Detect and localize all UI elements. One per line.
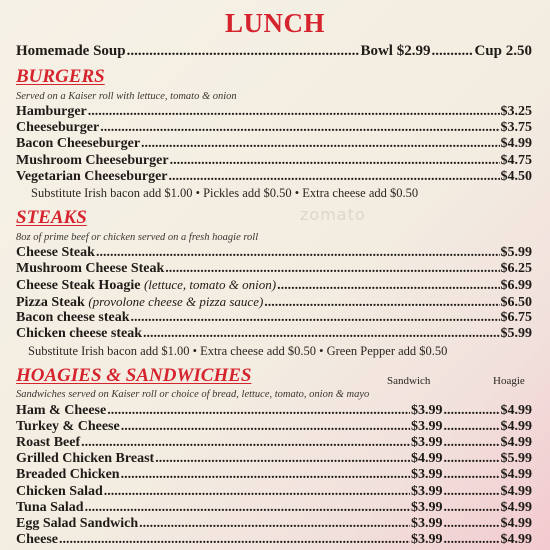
page-title: LUNCH	[224, 8, 325, 38]
leader-dots	[169, 169, 500, 185]
item-name-text: Bacon cheese steak	[16, 309, 130, 325]
burgers-substitute-note: Substitute Irish bacon add $1.00 • Pickles add $0.50 • Extra cheese add $0.50	[31, 186, 419, 200]
item-sandwich-price: $3.99	[411, 467, 443, 483]
item-hoagie-price: $4.99	[500, 483, 532, 499]
item-name: Cheeseburger	[16, 120, 100, 136]
item-name	[16, 310, 130, 326]
steaks-substitute-note: Substitute Irish bacon add $1.00 • Extra cheese add $0.50 • Green Pepper add $0.50	[28, 344, 448, 358]
leader-dots	[81, 435, 410, 451]
item-price: $6.99	[500, 278, 532, 294]
menu-item-row	[16, 419, 532, 435]
menu-item-row	[16, 294, 532, 311]
leader-dots	[165, 261, 499, 277]
item-price: $4.50	[500, 168, 532, 184]
leader-dots	[88, 104, 500, 120]
leader-dots	[104, 484, 410, 500]
soup-bowl-price: Bowl $2.99	[360, 43, 431, 59]
item-price: $5.99	[500, 326, 532, 341]
leader-dots	[277, 278, 499, 294]
leader-dots	[431, 43, 473, 60]
section-heading-hoagies: HOAGIES & SANDWICHES	[16, 365, 252, 386]
leader-dots	[141, 136, 499, 152]
item-note: (provolone cheese & pizza sauce)	[88, 293, 264, 309]
item-sandwich-price: $3.99	[411, 483, 443, 499]
leader-dots	[155, 451, 410, 467]
item-sandwich-price: $4.99	[411, 451, 443, 467]
leader-dots	[444, 484, 500, 500]
item-name-text: Mushroom Cheese Steak	[16, 261, 165, 277]
item-hoagie-price: $4.99	[500, 435, 532, 451]
item-name: Roast Beef	[16, 435, 81, 451]
item-price: $3.75	[500, 120, 532, 136]
leader-dots	[85, 500, 410, 516]
leader-dots	[444, 419, 500, 435]
item-name: Ham & Cheese	[16, 403, 107, 418]
item-name-text: Cheese Steak Hoagie	[16, 278, 141, 294]
menu-item-row	[16, 532, 532, 548]
menu-item-row	[16, 245, 532, 261]
item-name-text: Cheese Steak	[16, 245, 95, 260]
menu-item-row	[16, 467, 532, 483]
leader-dots	[139, 516, 410, 532]
item-name	[16, 277, 276, 294]
hoagies-description: Sandwiches served on Kaiser roll or choice of bread, lettuce, tomato, onion & mayo	[16, 389, 370, 400]
item-hoagie-price: $5.99	[500, 451, 532, 467]
item-name: Chicken Salad	[16, 483, 103, 499]
section-heading-steaks: STEAKS	[16, 207, 87, 228]
menu-item-row	[16, 104, 532, 120]
item-name	[16, 261, 164, 277]
item-name	[16, 245, 95, 261]
item-sandwich-price: $3.99	[411, 531, 443, 547]
item-sandwich-price: $3.99	[411, 499, 443, 515]
leader-dots	[444, 500, 500, 516]
section-heading-burgers: BURGERS	[16, 66, 105, 87]
item-hoagie-price: $4.99	[500, 531, 532, 547]
watermark: zomato	[300, 205, 366, 224]
leader-dots	[107, 403, 410, 419]
item-note: (lettuce, tomato & onion)	[143, 277, 277, 293]
item-name: Tuna Salad	[16, 499, 84, 515]
menu-item-row	[16, 516, 532, 532]
menu-item-row	[16, 310, 532, 326]
item-name: Turkey & Cheese	[16, 419, 120, 435]
menu-item-row	[16, 120, 532, 136]
item-name	[16, 294, 263, 311]
leader-dots	[121, 467, 410, 483]
item-name-text: Chicken cheese steak	[16, 326, 142, 341]
item-hoagie-price: $4.99	[500, 467, 532, 483]
leader-dots	[444, 451, 500, 467]
item-price: $6.50	[500, 294, 532, 310]
menu-item-row	[16, 500, 532, 516]
steaks-description: 8oz of prime beef or chicken served on a fresh hoagie roll	[16, 232, 259, 243]
leader-dots	[444, 467, 500, 483]
menu-item-row	[16, 435, 532, 451]
leader-dots	[143, 326, 500, 342]
menu-item-row	[16, 261, 532, 277]
menu-item-row	[16, 169, 532, 185]
item-price: $4.75	[500, 152, 532, 168]
item-name: Breaded Chicken	[16, 467, 120, 483]
leader-dots	[121, 419, 410, 435]
leader-dots	[264, 295, 499, 311]
item-name: Grilled Chicken Breast	[16, 451, 155, 467]
leader-dots	[131, 310, 500, 326]
item-name: Mushroom Cheeseburger	[16, 152, 169, 168]
item-hoagie-price: $4.99	[500, 419, 532, 435]
menu-item-row	[16, 153, 532, 169]
item-name: Cheese	[16, 531, 58, 547]
item-sandwich-price: $3.99	[411, 435, 443, 451]
item-price: $4.99	[500, 136, 532, 152]
leader-dots	[59, 532, 410, 548]
leader-dots	[127, 43, 360, 60]
leader-dots	[170, 153, 500, 169]
item-sandwich-price: $3.99	[411, 403, 443, 418]
burgers-description: Served on a Kaiser roll with lettuce, tomato & onion	[16, 91, 237, 102]
soup-name: Homemade Soup	[16, 43, 126, 59]
item-price: $6.75	[500, 309, 532, 325]
item-hoagie-price: $4.99	[500, 403, 532, 418]
item-price: $3.25	[500, 104, 532, 119]
item-price: $6.25	[500, 261, 532, 277]
menu-item-row	[16, 451, 532, 467]
leader-dots	[444, 532, 500, 548]
item-name: Bacon Cheeseburger	[16, 136, 141, 152]
menu-item-row	[16, 326, 532, 342]
leader-dots	[96, 245, 500, 261]
item-sandwich-price: $3.99	[411, 419, 443, 435]
column-header-sandwich: Sandwich	[387, 375, 431, 387]
menu-item-row	[16, 136, 532, 152]
item-hoagie-price: $4.99	[500, 499, 532, 515]
item-hoagie-price: $4.99	[500, 515, 532, 531]
column-header-hoagie: Hoagie	[493, 375, 525, 387]
item-price: $5.99	[500, 245, 532, 260]
leader-dots	[444, 516, 500, 532]
item-name: Hamburger	[16, 104, 87, 119]
item-name	[16, 326, 142, 342]
item-name-text: Pizza Steak	[16, 294, 85, 310]
menu-item-row	[16, 484, 532, 500]
item-name: Vegetarian Cheeseburger	[16, 168, 168, 184]
item-sandwich-price: $3.99	[411, 515, 443, 531]
leader-dots	[444, 435, 500, 451]
menu-item-row	[16, 403, 532, 419]
menu-item-row	[16, 277, 532, 294]
leader-dots	[444, 403, 500, 419]
soup-cup-price: Cup 2.50	[474, 43, 532, 59]
leader-dots	[100, 120, 499, 136]
soup-row	[16, 43, 532, 60]
item-name: Egg Salad Sandwich	[16, 515, 139, 531]
